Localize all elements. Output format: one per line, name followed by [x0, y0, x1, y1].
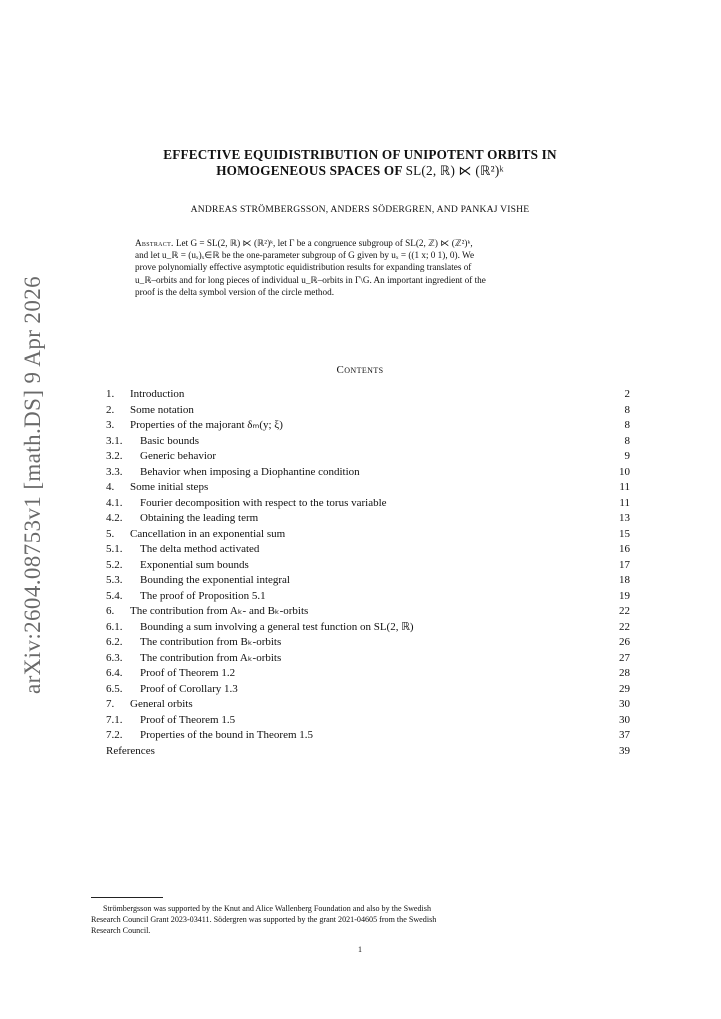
toc-entry-title: Behavior when imposing a Diophantine condition: [140, 465, 360, 478]
toc-entry-number: 4.: [106, 481, 115, 493]
toc-entry-page: 9: [624, 450, 630, 462]
abstract-text-1: Let G = SL(2, ℝ) ⋉ (ℝ²)ᵏ, let Γ be a congruence subgroup of SL(2, ℤ) ⋉ (ℤ²)ᵏ,: [175, 238, 473, 248]
toc-entry-title: Introduction: [130, 388, 185, 400]
table-of-contents: [106, 387, 630, 759]
toc-entry-title: General orbits: [130, 698, 193, 710]
toc-entry-title: Some initial steps: [130, 481, 209, 493]
toc-entry-title: Some notation: [130, 403, 194, 416]
toc-entry-number: 2.: [106, 403, 115, 416]
toc-entry[interactable]: [106, 697, 630, 713]
toc-entry[interactable]: [106, 418, 630, 434]
toc-entry-title: The proof of Proposition 5.1: [140, 589, 266, 602]
toc-entry[interactable]: [106, 713, 630, 729]
abstract-line-4: u_ℝ–orbits and for long pieces of individual u_ℝ–orbits in Γ\G. An important ingredient of the: [135, 274, 486, 285]
toc-entry[interactable]: [106, 558, 630, 574]
toc-entry-page: 13: [619, 512, 630, 524]
toc-entry[interactable]: [106, 403, 630, 419]
toc-entry-number: 6.1.: [106, 620, 123, 633]
toc-entry-page: 18: [619, 574, 630, 586]
toc-entry-number: 3.1.: [106, 434, 123, 447]
toc-entry[interactable]: [106, 434, 630, 450]
toc-entry-page: 15: [619, 527, 630, 540]
abstract-line-3: prove polynomially effective asymptotic equidistribution results for expanding translates of: [135, 262, 472, 273]
title-line-2: [90, 163, 630, 179]
toc-entry-number: 5.3.: [106, 574, 123, 586]
toc-entry[interactable]: [106, 542, 630, 558]
author-list: ANDREAS STRÖMBERGSSON, ANDERS SÖDERGREN, AND PANKAJ VISHE: [190, 204, 530, 215]
abstract: [135, 237, 587, 298]
toc-entry-page: 10: [619, 465, 630, 478]
toc-entry[interactable]: [106, 589, 630, 605]
toc-entry-page: 8: [624, 403, 630, 416]
toc-entry-page: 11: [619, 496, 630, 509]
contents-heading: Contents: [336, 364, 384, 376]
toc-entry-number: 3.2.: [106, 450, 123, 462]
toc-entry-number: 6.: [106, 605, 115, 617]
toc-entry-number: 7.: [106, 698, 115, 710]
toc-entry-title: Obtaining the leading term: [140, 512, 259, 524]
toc-entry-page: 28: [619, 667, 630, 679]
toc-entry-title: Properties of the majorant δₘ(y; ξ): [130, 419, 283, 431]
toc-entry-title: Bounding a sum involving a general test function on SL(2, ℝ): [140, 620, 414, 633]
toc-entry-page: 8: [624, 434, 630, 447]
title-line-1: EFFECTIVE EQUIDISTRIBUTION OF UNIPOTENT ORBITS IN: [163, 147, 557, 162]
footnote-line-2: Research Council Grant 2023-03411. Södergren was supported by the grant 2021-04605 from the Swedish: [91, 915, 437, 925]
toc-entry-page: 30: [619, 713, 630, 726]
page-number: 1: [358, 945, 362, 954]
abstract-line-5: proof is the delta symbol version of the circle method.: [135, 286, 335, 297]
toc-entry-page: 8: [624, 419, 630, 431]
toc-entry[interactable]: [106, 527, 630, 543]
toc-entry-title: The contribution from Aₖ- and Bₖ-orbits: [130, 605, 309, 617]
toc-entry[interactable]: [106, 666, 630, 682]
toc-entry[interactable]: [106, 480, 630, 496]
toc-entry-page: 26: [619, 636, 630, 648]
abstract-line-1: [135, 237, 587, 249]
toc-entry-page: 22: [619, 620, 630, 633]
toc-entry-number: 6.5.: [106, 682, 123, 695]
toc-entry[interactable]: [106, 682, 630, 698]
toc-entry-title: The contribution from Aₖ-orbits: [140, 651, 282, 664]
toc-entry-title: Properties of the bound in Theorem 1.5: [140, 729, 314, 741]
toc-entry-number: 6.4.: [106, 667, 123, 679]
toc-entry-title: Generic behavior: [140, 450, 217, 462]
toc-entry-page: 19: [619, 589, 630, 602]
toc-entry-title: Cancellation in an exponential sum: [130, 527, 286, 540]
arxiv-stamp: [16, 275, 50, 695]
toc-entry-number: 5.2.: [106, 558, 123, 571]
toc-entry-title: The delta method activated: [140, 543, 260, 555]
toc-entry[interactable]: [106, 651, 630, 667]
toc-entry-title: The contribution from Bₖ-orbits: [140, 636, 282, 648]
toc-entry[interactable]: [106, 635, 630, 651]
toc-entry-number: 3.3.: [106, 465, 123, 478]
toc-entry-title: Proof of Theorem 1.2: [140, 667, 236, 679]
toc-entry-number: 7.1.: [106, 713, 123, 726]
toc-entry[interactable]: [106, 449, 630, 465]
toc-entry-page: 27: [619, 651, 630, 664]
funding-footnote: [91, 903, 629, 937]
toc-entry-number: 5.1.: [106, 543, 123, 555]
toc-entry-number: 1.: [106, 388, 115, 400]
toc-entry-number: 4.2.: [106, 512, 123, 524]
toc-entry[interactable]: [106, 511, 630, 527]
toc-entry-title: Basic bounds: [140, 434, 199, 447]
footnote-line-3: Research Council.: [91, 926, 151, 936]
toc-entry-title: References: [106, 744, 155, 757]
toc-entry-page: 11: [619, 481, 630, 493]
toc-entry-page: 17: [619, 558, 630, 571]
paper-title: [90, 147, 630, 179]
toc-entry-page: 30: [619, 698, 630, 710]
toc-entry-page: 37: [619, 729, 630, 741]
toc-entry-title: Bounding the exponential integral: [140, 574, 290, 586]
toc-entry-number: 3.: [106, 419, 115, 431]
toc-entry-title: Proof of Theorem 1.5: [140, 713, 236, 726]
toc-entry-number: 7.2.: [106, 729, 123, 741]
toc-entry[interactable]: [106, 465, 630, 481]
toc-entry[interactable]: [106, 387, 630, 403]
toc-entry[interactable]: [106, 573, 630, 589]
toc-entry[interactable]: [106, 496, 630, 512]
toc-entry[interactable]: [106, 728, 630, 744]
toc-entry-number: 4.1.: [106, 496, 123, 509]
toc-entry-title: Exponential sum bounds: [140, 558, 249, 571]
toc-entry[interactable]: [106, 744, 630, 760]
toc-entry-number: 6.3.: [106, 651, 123, 664]
toc-entry-page: 2: [624, 388, 630, 400]
toc-entry-page: 29: [619, 682, 630, 695]
abstract-line-2: and let u_ℝ = (uₓ)ₓ∈ℝ be the one-parameter subgroup of G given by uₓ = ((1 x; 0 1), 0). We: [135, 250, 475, 261]
toc-entry-page: 39: [619, 744, 630, 757]
arxiv-stamp-text: arXiv:2604.08753v1 [math.DS] 9 Apr 2026: [20, 275, 46, 695]
footnote-rule: [91, 897, 163, 898]
footnote-line-1: Strömbergsson was supported by the Knut and Alice Wallenberg Foundation and also by the Swedish: [103, 904, 432, 913]
toc-entry-number: 5.: [106, 527, 115, 540]
toc-entry[interactable]: [106, 620, 630, 636]
toc-entry-number: 5.4.: [106, 589, 123, 602]
title-line-2-text: HOMOGENEOUS SPACES OF: [216, 163, 403, 178]
title-line-2-math: SL(2, ℝ) ⋉ (ℝ²)ᵏ: [405, 163, 504, 178]
toc-entry-title: Fourier decomposition with respect to the torus variable: [140, 496, 387, 509]
toc-entry[interactable]: [106, 604, 630, 620]
toc-entry-title: Proof of Corollary 1.3: [140, 682, 238, 695]
toc-entry-number: 6.2.: [106, 636, 123, 648]
toc-entry-page: 16: [619, 543, 630, 555]
toc-entry-page: 22: [619, 605, 630, 617]
abstract-label: Abstract.: [135, 238, 174, 248]
